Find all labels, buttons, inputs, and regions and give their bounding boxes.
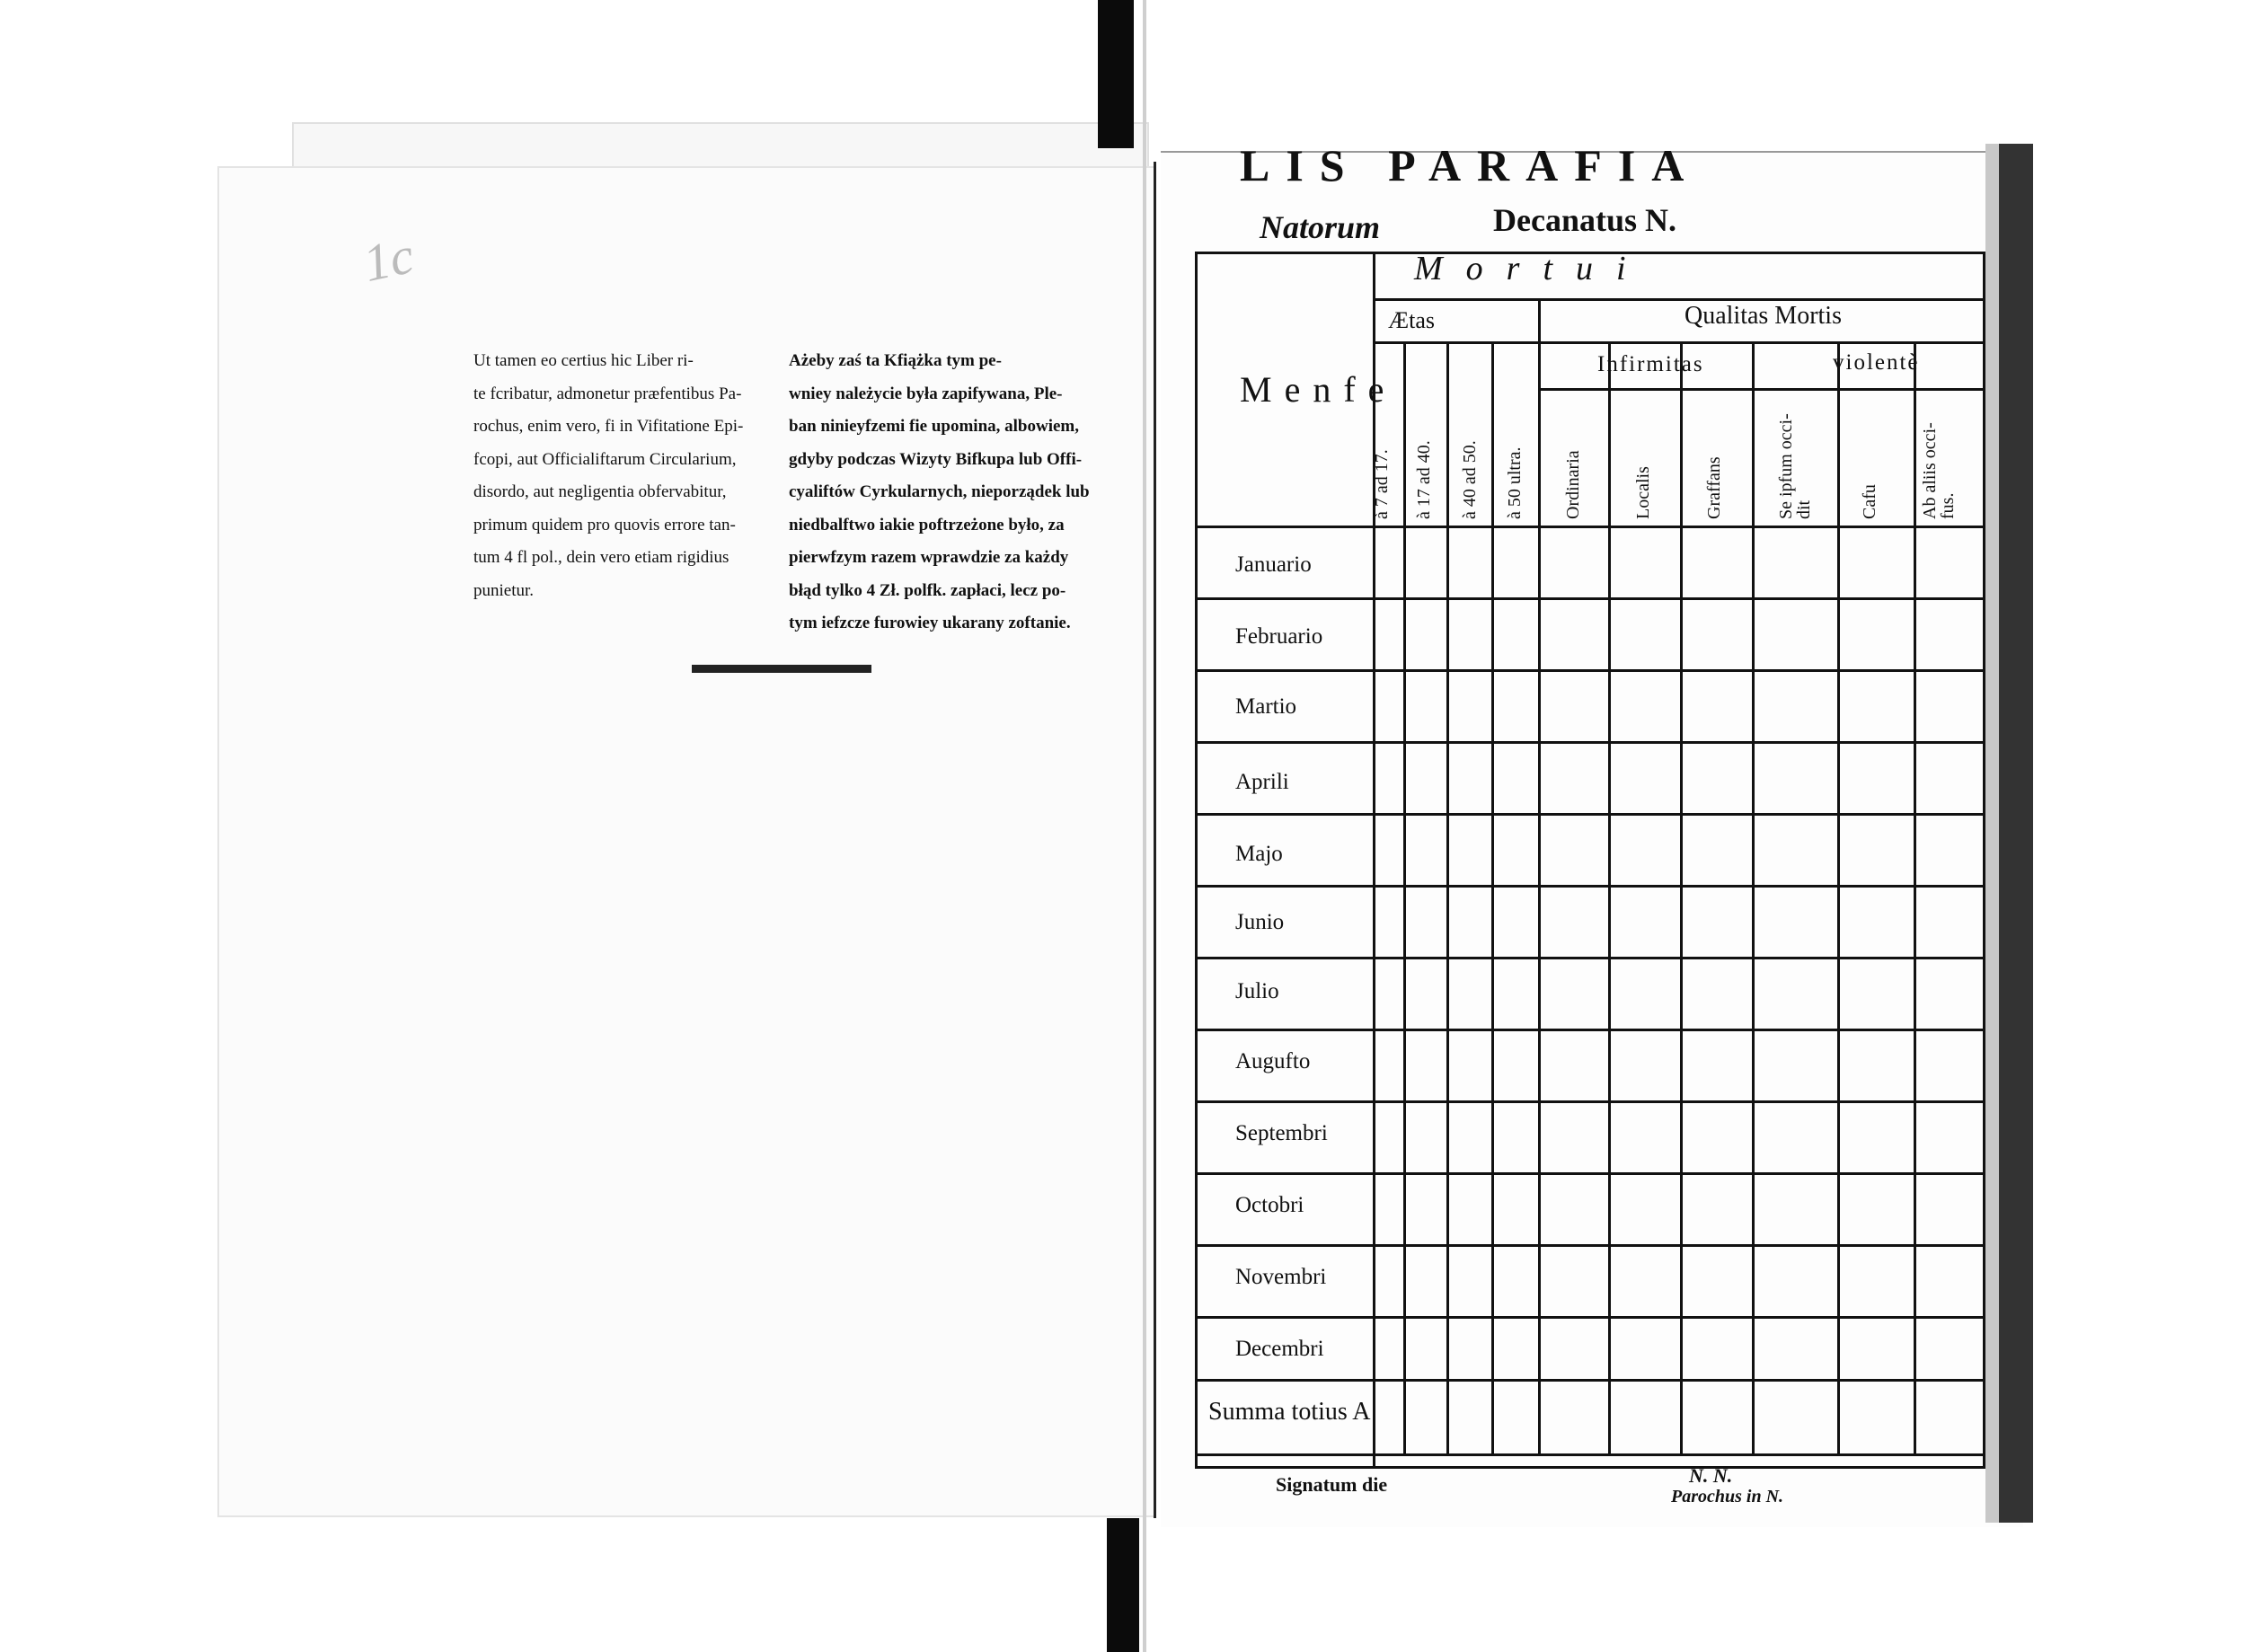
cause-column-header: Se ipfum occi-dit: [1776, 413, 1814, 519]
grid-line: [1195, 669, 1985, 672]
signature-nn: N. N.: [1689, 1464, 1733, 1487]
grid-line: [1752, 341, 1755, 1455]
spine-shadow: [1143, 0, 1146, 1652]
menses-header: Menfe: [1240, 369, 1397, 410]
cause-column-header: Ab aliis occi-fus.: [1920, 422, 1958, 519]
cause-column-header: Graffans: [1704, 456, 1724, 519]
age-column-header: à 40 ad 50.: [1460, 440, 1480, 519]
month-label: Novembri: [1235, 1265, 1327, 1289]
month-label: Augufto: [1235, 1049, 1311, 1073]
grid-line: [1446, 341, 1449, 1455]
mortui-title: Mortui: [1414, 250, 1649, 287]
page-heading: LIS PARAFIA: [1240, 140, 1701, 190]
grid-line: [1373, 252, 1375, 1469]
qualitas-header: Qualitas Mortis: [1684, 302, 1842, 330]
polish-line: niedbalftwo iakie poftrzeżone było, za: [789, 515, 1065, 534]
grid-line: [1403, 341, 1406, 1455]
grid-line: [1195, 1172, 1985, 1175]
month-label: Decembri: [1235, 1337, 1324, 1361]
month-label: Junio: [1235, 910, 1285, 934]
decanatus-label: Decanatus N.: [1493, 202, 1676, 238]
violente-header: violentè: [1833, 350, 1920, 375]
cause-column-header: Cafu: [1860, 484, 1879, 519]
aetas-header: Ætas: [1388, 307, 1435, 333]
grid-line: [1195, 813, 1985, 816]
natorum-label: Natorum: [1260, 209, 1381, 245]
grid-line: [1914, 341, 1916, 1455]
age-column-header: à 17 ad 40.: [1414, 440, 1434, 519]
handwritten-mark: 1c: [358, 225, 419, 293]
month-label: Januario: [1235, 552, 1312, 577]
polish-line: wniey należycie była zapifywana, Ple-: [789, 384, 1063, 403]
polish-paragraph: [789, 345, 1094, 640]
polish-line: błąd tylko 4 Zł. polfk. zapłaci, lecz po-: [789, 580, 1066, 600]
grid-line: [1195, 526, 1985, 528]
age-column-header: à 50 ultra.: [1505, 446, 1525, 519]
month-label: Aprili: [1235, 770, 1289, 794]
grid-line: [1195, 885, 1985, 888]
polish-line: tym iefzcze furowiey ukarany zoftanie.: [789, 614, 1071, 632]
cause-column-header: Localis: [1633, 466, 1653, 519]
spine-top: [1098, 0, 1134, 148]
latin-line: primum quidem pro quovis errore tan-: [473, 515, 736, 534]
month-label: Martio: [1235, 694, 1297, 719]
grid-line: [1195, 597, 1985, 600]
month-label: Septembri: [1235, 1121, 1328, 1145]
grid-line: [1195, 1379, 1985, 1382]
summa-label: Summa totius A: [1208, 1398, 1371, 1426]
grid-line: [1375, 298, 1985, 301]
grid-line: [1195, 741, 1985, 744]
month-label: Februario: [1235, 624, 1323, 649]
polish-line: pierwfzym razem wprawdzie za każdy: [789, 548, 1069, 567]
grid-line: [1195, 1316, 1985, 1319]
cause-column-header: Ordinaria: [1563, 450, 1583, 519]
polish-line: gdyby podczas Wizyty Bifkupa lub Offi-: [789, 449, 1083, 469]
grid-line: [1538, 341, 1541, 1455]
grid-line: [1608, 341, 1611, 1455]
polish-line: Ażeby zaś ta Kfiążka tym pe-: [789, 351, 1002, 370]
month-label: Majo: [1235, 842, 1283, 866]
grid-line: [1195, 1100, 1985, 1103]
latin-line: fcopi, aut Officialiftarum Circularium,: [473, 449, 737, 469]
grid-line: [1752, 341, 1755, 388]
latin-line: te fcribatur, admonetur præfentibus Pa-: [473, 384, 742, 403]
spine-bottom: [1107, 1518, 1139, 1652]
grid-line: [1538, 298, 1541, 343]
latin-line: punietur.: [473, 580, 535, 600]
latin-line: rochus, enim vero, fi in Vifitatione Epi-: [473, 417, 744, 436]
signatum-label: Signatum die: [1276, 1473, 1388, 1496]
page-stack-shadow: [1999, 144, 2033, 1523]
latin-line: disordo, aut negligentia obfervabitur,: [473, 482, 727, 501]
grid-line: [1837, 341, 1840, 1455]
month-label: Octobri: [1235, 1193, 1304, 1217]
latin-line: tum 4 fl pol., dein vero etiam rigidius: [473, 548, 730, 567]
grid-line: [1491, 341, 1494, 1455]
latin-line: Ut tamen eo certius hic Liber ri-: [473, 351, 694, 370]
infirmitas-header: Infirmitas: [1597, 352, 1704, 376]
ornamental-rule: [692, 665, 871, 673]
grid-line: [1195, 1453, 1985, 1456]
grid-line: [1195, 1244, 1985, 1247]
polish-line: ban ninieyfzemi fie upomina, albowiem,: [789, 417, 1080, 436]
gutter-line: [1154, 162, 1156, 1518]
age-column-header: à 7 ad 17.: [1372, 449, 1392, 519]
grid-line: [1680, 341, 1683, 1455]
latin-paragraph: [473, 345, 773, 607]
month-label: Julio: [1235, 979, 1279, 1003]
grid-line: [1195, 1029, 1985, 1031]
parochus-label: Parochus in N.: [1671, 1487, 1784, 1506]
polish-line: cyaliftów Cyrkularnych, nieporządek lub: [789, 482, 1090, 501]
grid-line: [1195, 957, 1985, 959]
